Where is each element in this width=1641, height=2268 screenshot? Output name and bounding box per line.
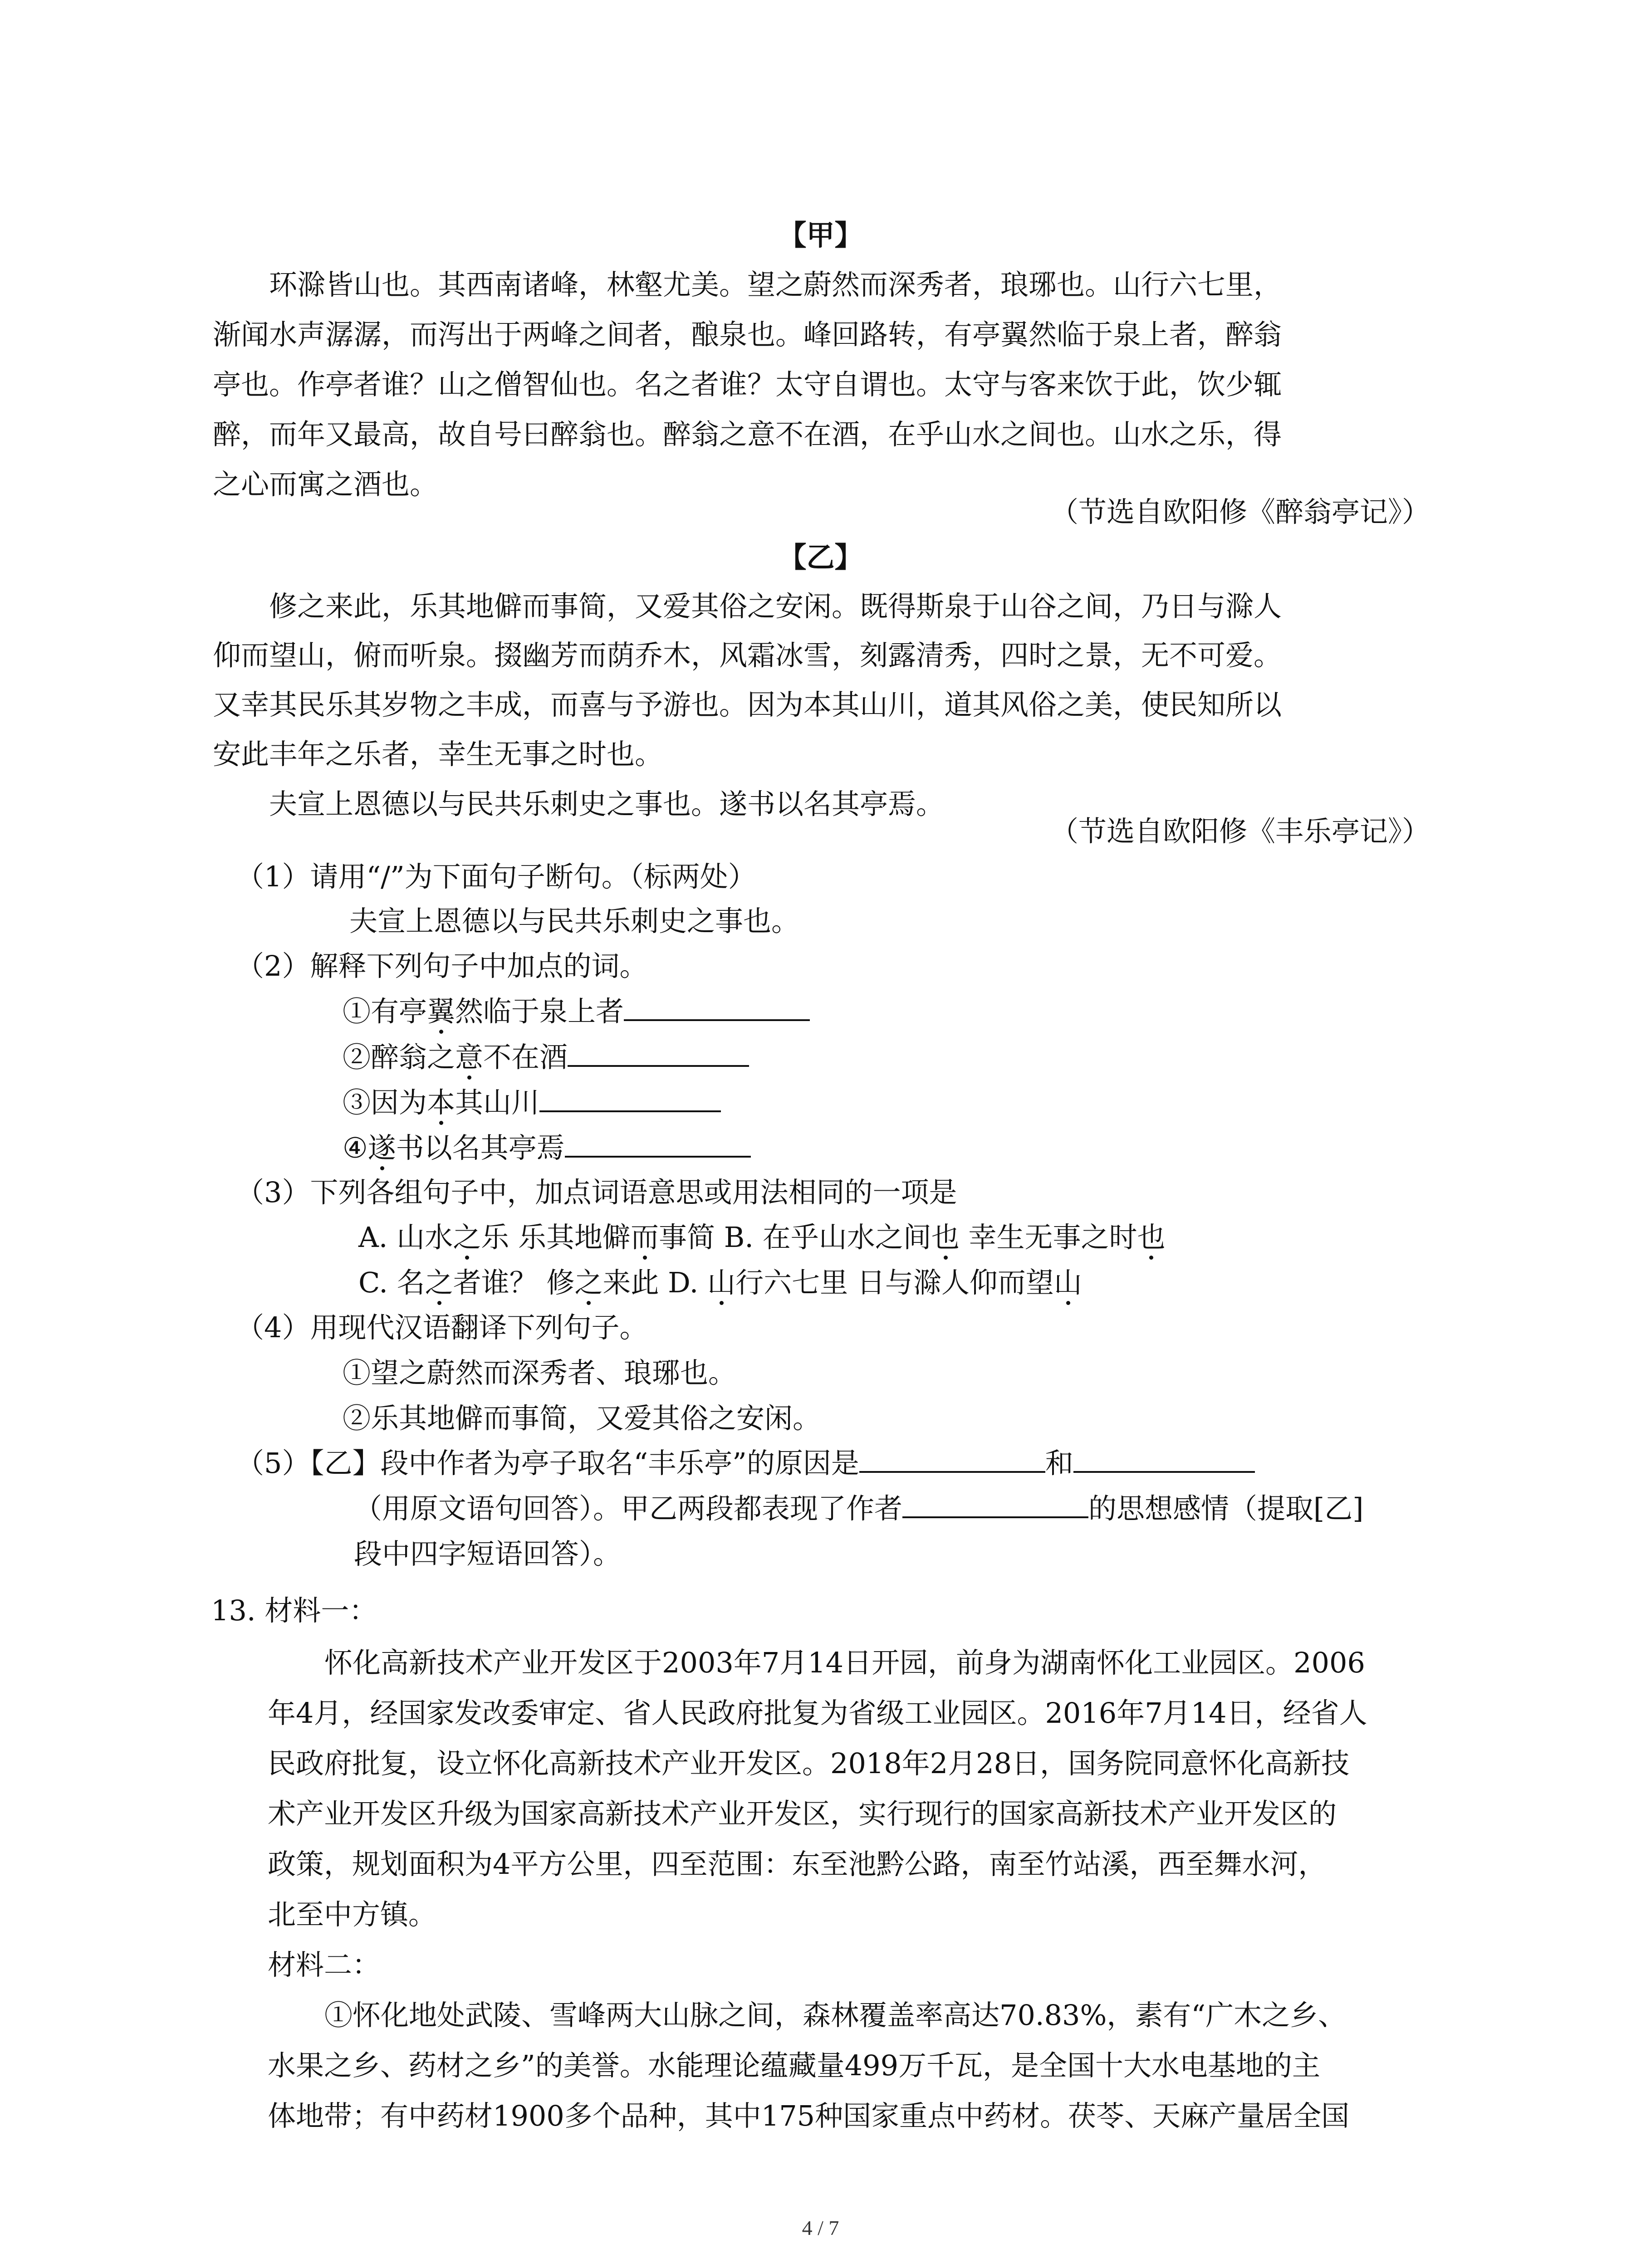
passage-a-line-3: 亭也。作亭者谁？山之僧智仙也。名之者谁？太守自谓也。太守与客来饮于此，饮少辄: [213, 368, 1282, 401]
material-1-line-5: 政策，规划面积为4平方公里，四至范围：东至池黔公路，南至竹站溪，西至舞水河，: [268, 1848, 1327, 1881]
passage-b-source: （节选自欧阳修《丰乐亭记》）: [1050, 815, 1430, 848]
q1-sentence: 夫宣上恩德以与民共乐刺史之事也。: [349, 904, 800, 938]
q1-prompt: （1）请用“/”为下面句子断句。（标两处）: [236, 860, 756, 893]
q2-item-1: ①有亭翼然临于泉上者: [343, 997, 810, 1026]
material-1-line-1: 怀化高新技术产业开发区于2003年7月14日开园，前身为湖南怀化工业园区。2006: [324, 1646, 1365, 1679]
passage-a-heading: 【甲】: [778, 219, 863, 252]
q2-item-3: ③因为本其山川: [343, 1089, 721, 1117]
q13-number: 13.: [211, 1594, 256, 1627]
answer-blank[interactable]: [1073, 1449, 1255, 1473]
material-2-line-1: ①怀化地处武陵、雪峰两大山脉之间，森林覆盖率高达70.83%，素有“广木之乡、: [324, 1999, 1347, 2032]
passage-a-source: （节选自欧阳修《醉翁亭记》）: [1050, 495, 1430, 528]
answer-blank[interactable]: [902, 1495, 1088, 1518]
q5-line-2: （用原文语句回答）。甲乙两段都表现了作者 的思想感情（提取[乙]: [354, 1492, 1364, 1525]
material-2-line-3: 体地带；有中药材1900多个品种，其中175种国家重点中药材。茯苓、天麻产量居全国: [268, 2099, 1350, 2132]
q5-line-1: （5）【乙】段中作者为亭子取名“丰乐亭”的原因是 和: [236, 1449, 1255, 1477]
answer-blank[interactable]: [565, 1134, 751, 1158]
material-1-line-6: 北至中方镇。: [268, 1898, 437, 1931]
passage-b-line-5: 夫宣上恩德以与民共乐刺史之事也。遂书以名其亭焉。: [269, 787, 945, 821]
answer-blank[interactable]: [568, 1043, 749, 1067]
material-1-label: 材料一：: [265, 1594, 377, 1627]
passage-a-line-2: 渐闻水声潺潺，而泻出于两峰之间者，酿泉也。峰回路转，有亭翼然临于泉上者，醉翁: [213, 318, 1282, 351]
material-1-line-4: 术产业开发区升级为国家高新技术产业开发区，实行现行的国家高新技术产业开发区的: [268, 1797, 1337, 1830]
q3-option-c[interactable]: C. 名之者谁？ 修之来此: [358, 1266, 659, 1299]
q2-prompt: （2）解释下列句子中加点的词。: [236, 949, 648, 982]
q2-item-2: ②醉翁之意不在酒: [343, 1043, 749, 1071]
q3-option-d[interactable]: D. 山行六七里 日与滁人仰而望山: [668, 1266, 1082, 1299]
q3-option-row-1: [358, 1221, 1166, 1254]
material-2-line-2: 水果之乡、药材之乡”的美誉。水能理论蕴藏量499万千瓦，是全国十大水电基地的主: [268, 2049, 1321, 2082]
q13-header: [211, 1594, 377, 1627]
passage-a-line-5: 之心而寓之酒也。: [213, 468, 438, 501]
q3-option-row-2: [358, 1266, 1082, 1299]
passage-a-line-1: 环滁皆山也。其西南诸峰，林壑尤美。望之蔚然而深秀者，琅琊也。山行六七里，: [269, 268, 1282, 301]
answer-blank[interactable]: [859, 1449, 1045, 1473]
passage-a-line-4: 醉，而年又最高，故自号曰醉翁也。醉翁之意不在酒，在乎山水之间也。山水之乐，得: [213, 418, 1282, 451]
page-number: 4 / 7: [802, 2216, 839, 2239]
material-1-line-3: 民政府批复，设立怀化高新技术产业开发区。2018年2月28日，国务院同意怀化高新技: [268, 1747, 1350, 1780]
q4-item-1: ①望之蔚然而深秀者、琅琊也。: [343, 1356, 737, 1389]
q3-prompt: （3）下列各组句子中，加点词语意思或用法相同的一项是: [236, 1176, 957, 1209]
answer-blank[interactable]: [539, 1089, 721, 1112]
answer-blank[interactable]: [624, 997, 810, 1021]
q3-option-a[interactable]: A. 山水之乐 乐其地僻而事简: [358, 1221, 715, 1254]
passage-b-line-1: 修之来此，乐其地僻而事简，又爱其俗之安闲。既得斯泉于山谷之间，乃日与滁人: [269, 590, 1282, 623]
passage-b-heading: 【乙】: [778, 541, 863, 574]
material-1-line-2: 年4月，经国家发改委审定、省人民政府批复为省级工业园区。2016年7月14日，经省人: [268, 1696, 1367, 1730]
material-2-label: 材料二：: [268, 1948, 381, 1981]
q3-option-b[interactable]: B. 在乎山水之间也 幸生无事之时也: [724, 1221, 1166, 1254]
q5-line-3: 段中四字短语回答）。: [354, 1537, 622, 1570]
passage-b-line-4: 安此丰年之乐者，幸生无事之时也。: [213, 738, 663, 771]
q4-item-2: ②乐其地僻而事简，又爱其俗之安闲。: [343, 1402, 821, 1435]
q4-prompt: （4）用现代汉语翻译下列句子。: [236, 1311, 648, 1344]
passage-b-line-3: 又幸其民乐其岁物之丰成，而喜与予游也。因为本其山川，道其风俗之美，使民知所以: [213, 688, 1282, 721]
passage-b-line-2: 仰而望山，俯而听泉。掇幽芳而荫乔木，风霜冰雪，刻露清秀，四时之景，无不可爱。: [213, 639, 1282, 672]
q2-item-4: ④遂书以名其亭焉: [343, 1134, 751, 1162]
